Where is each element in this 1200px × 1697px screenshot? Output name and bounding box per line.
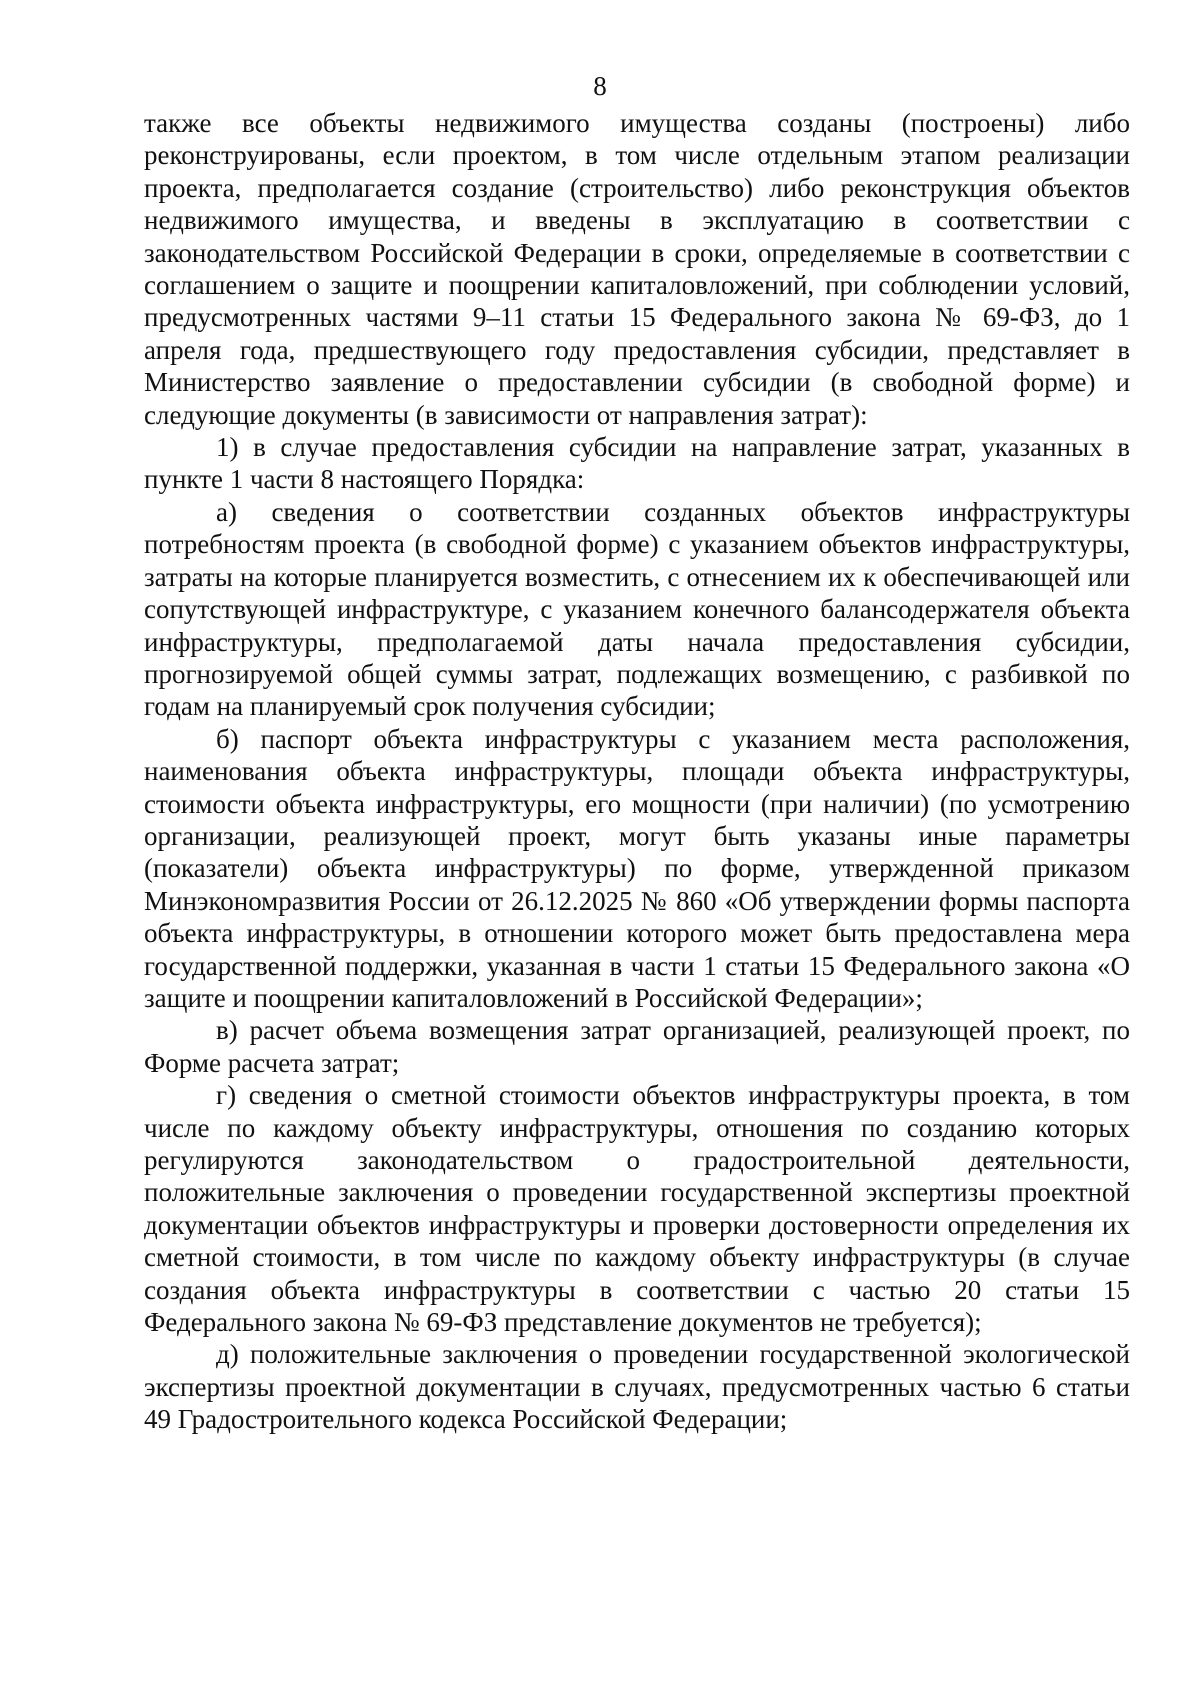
document-body — [144, 107, 1130, 1436]
page-number: 8 — [593, 71, 607, 101]
paragraph-intro: также все объекты недвижимого имущества созданы (построены) либо реконструированы, если проектом, в том числе отдельным этапом реализации проекта, предполагается создание (строительство) либо реконструкция объектов недвижимого имущества, и введены в эксплуатацию в соответствии с законодательством Российской Федерации в сроки, определяемые в соответствии с соглашением о защите и поощрении капиталовложений, при соблюдении условий, предусмотренных частями 9–11 статьи 15 Федерального закона № 69-ФЗ, до 1 апреля года, предшествующего году предоставления субсидии, представляет в Министерство заявление о предоставлении субсидии (в свободной форме) и следующие документы (в зависимости от направления затрат): — [144, 108, 1130, 430]
paragraph-item-1: 1) в случае предоставления субсидии на направление затрат, указанных в пункте 1 части 8 настоящего Порядка: — [144, 432, 1130, 495]
paragraph-subitem-g: г) сведения о сметной стоимости объектов инфраструктуры проекта, в том числе по каждому объекту инфраструктуры, отношения по созданию которых регулируются законодательством о градостроительной деятельности, положительные заключения о проведении государственной экспертизы проектной документации объектов инфраструктуры и проверки достоверности определения их сметной стоимости, в том числе по каждому объекту инфраструктуры (в случае создания объекта инфраструктуры в соответствии с частью 20 статьи 15 Федерального закона № 69-ФЗ представление документов не требуется); — [144, 1080, 1130, 1338]
paragraph-subitem-d: д) положительные заключения о проведении государственной экологической экспертизы проектной документации в случаях, предусмотренных частью 6 статьи 49 Градостроительного кодекса Российской Федерации; — [144, 1339, 1130, 1435]
paragraph-subitem-a: а) сведения о соответствии созданных объектов инфраструктуры потребностям проекта (в свободной форме) с указанием объектов инфраструктуры, затраты на которые планируется возместить, с отнесением их к обеспечивающей или сопутствующей инфраструктуре, с указанием конечного балансодержателя объекта инфраструктуры, предполагаемой даты начала предоставления субсидии, прогнозируемой общей суммы затрат, подлежащих возмещению, с разбивкой по годам на планируемый срок получения субсидии; — [144, 496, 1130, 722]
paragraph-subitem-v: в) расчет объема возмещения затрат организацией, реализующей проект, по Форме расчета затрат; — [144, 1015, 1130, 1078]
paragraph-subitem-b: б) паспорт объекта инфраструктуры с указанием места расположения, наименования объекта инфраструктуры, площади объекта инфраструктуры, стоимости объекта инфраструктуры, его мощности (при наличии) (по усмотрению организации, реализующей проект, могут быть указаны иные параметры (показатели) объекта инфраструктуры) по форме, утвержденной приказом Минэкономразвития России от 26.12.2025 № 860 «Об утверждении формы паспорта объекта инфраструктуры, в отношении которого может быть предоставлена мера государственной поддержки, указанная в части 1 статьи 15 Федерального закона «О защите и поощрении капиталовложений в Российской Федерации»; — [144, 723, 1130, 1013]
